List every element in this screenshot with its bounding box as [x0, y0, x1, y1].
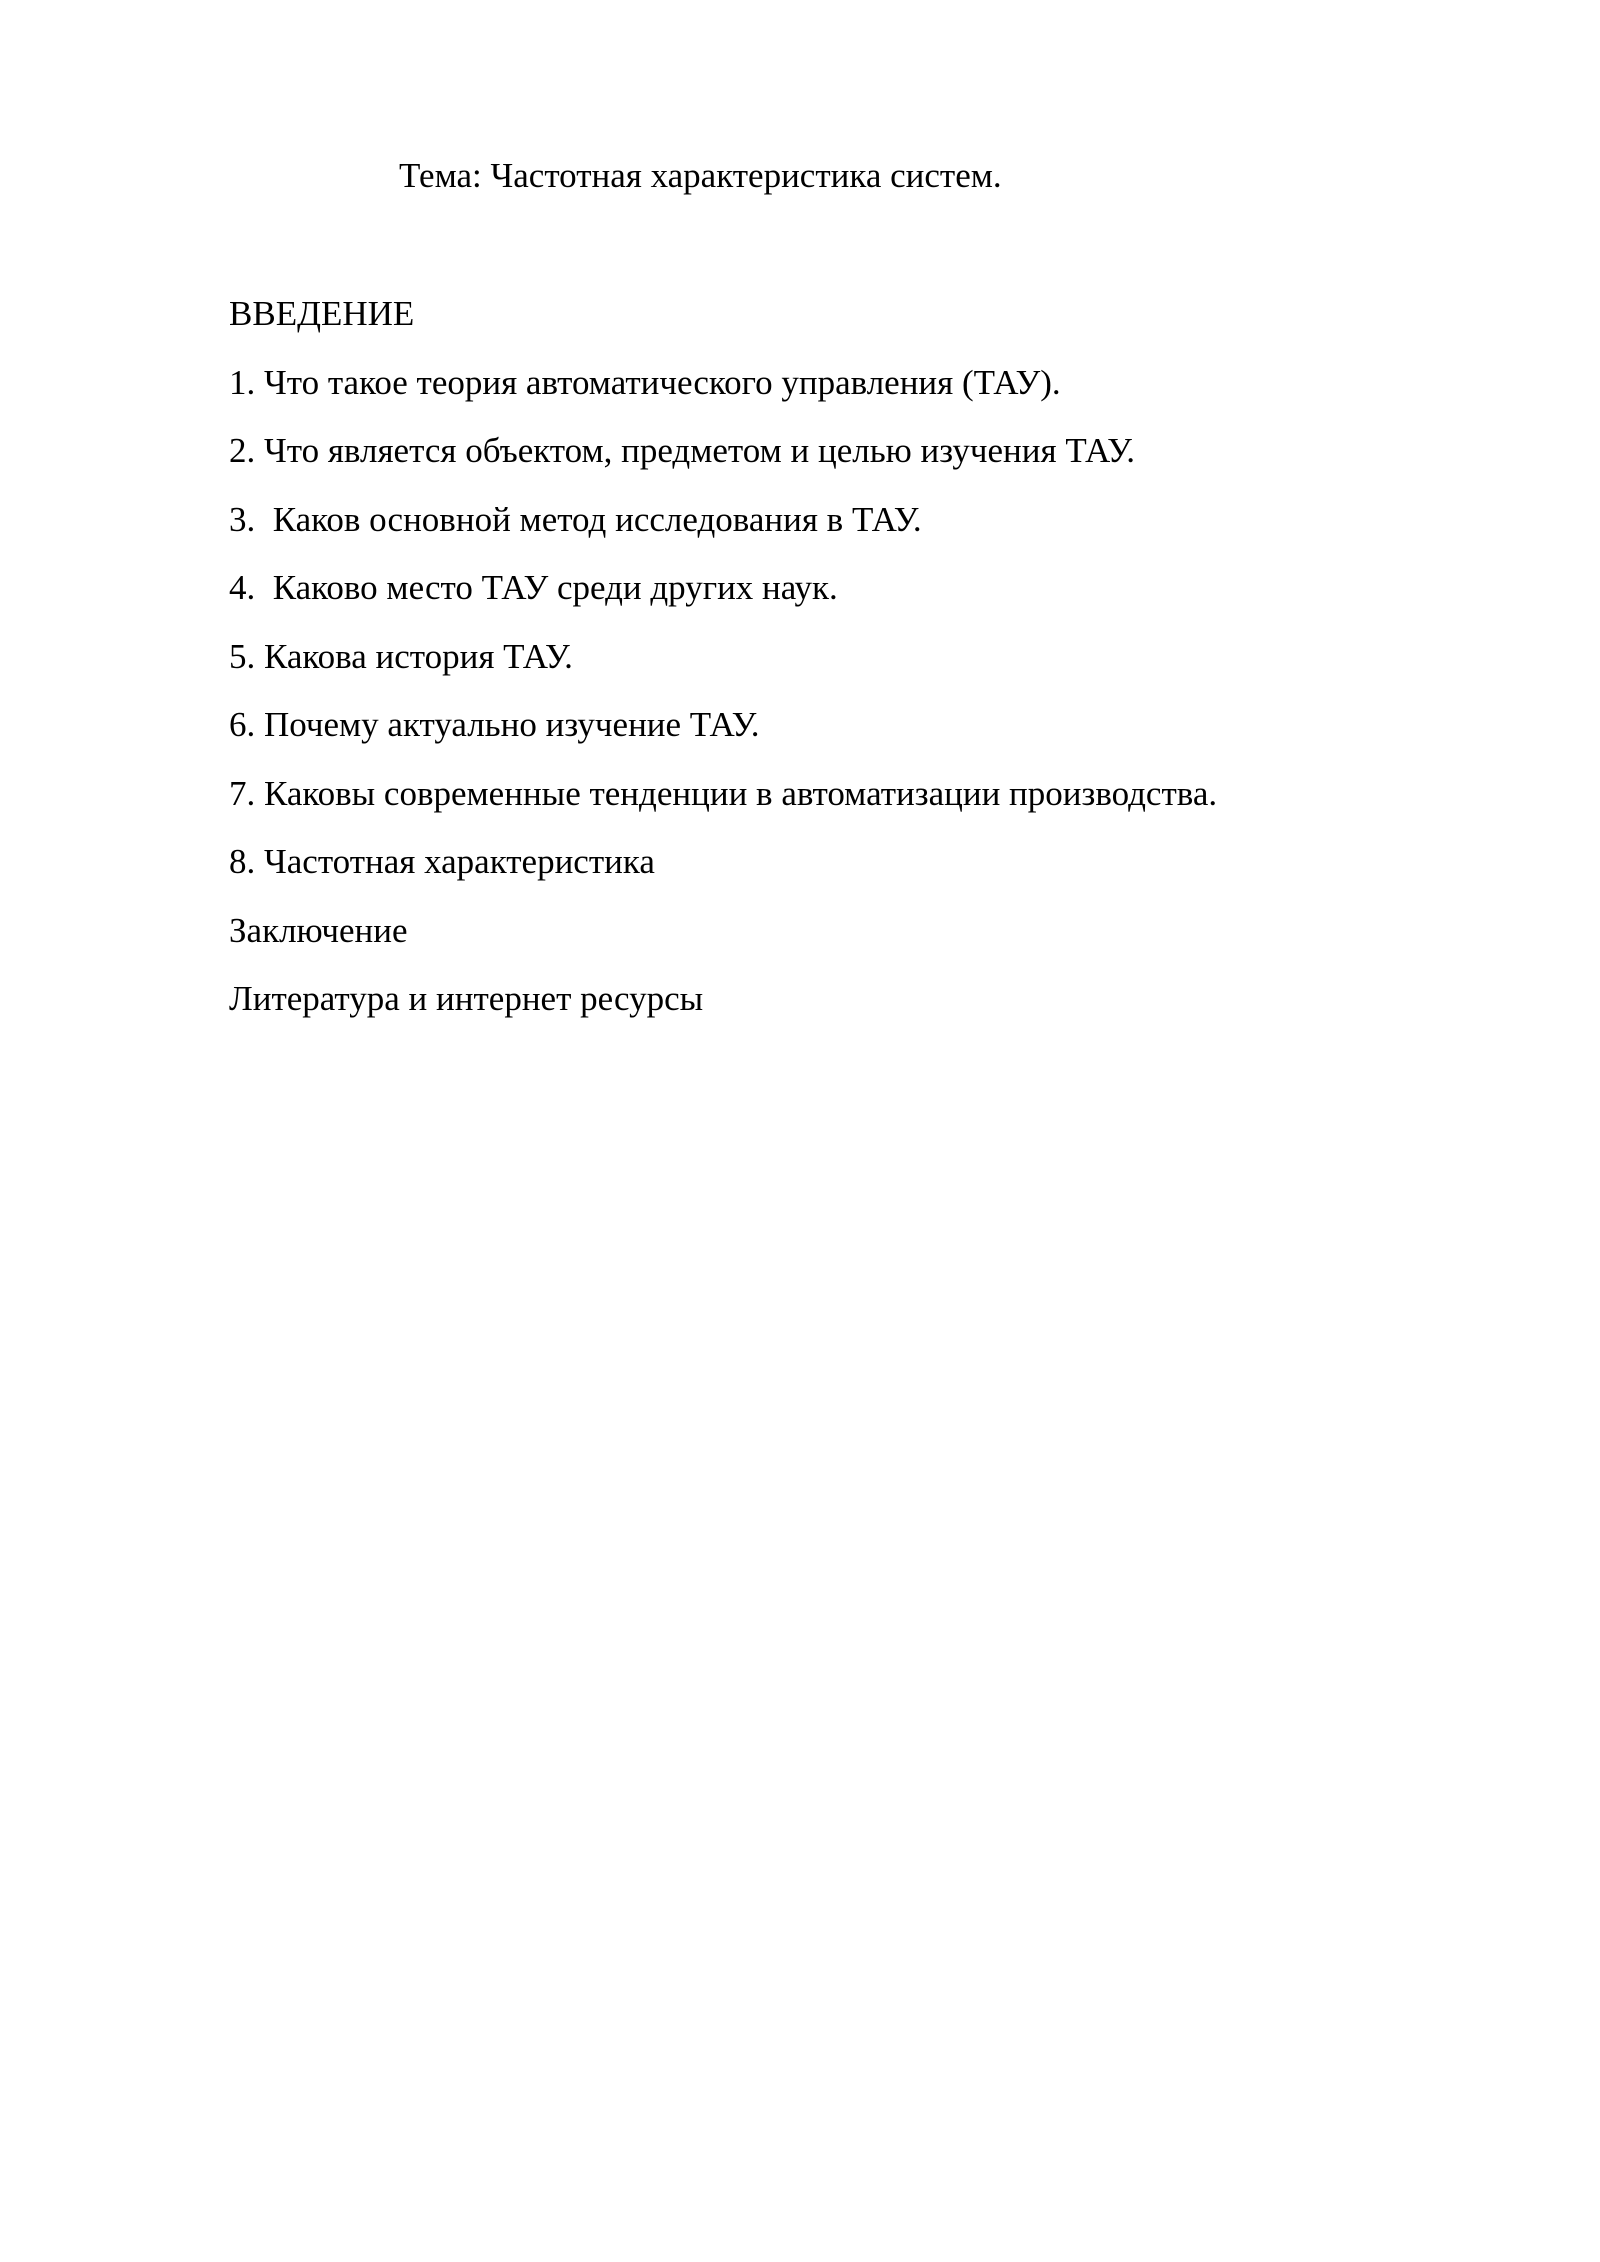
document-title: Тема: Частотная характеристика систем. [399, 156, 1002, 195]
toc-item-8: 8. Частотная характеристика [229, 842, 655, 881]
toc-item-4: 4. Каково место ТАУ среди других наук. [229, 568, 838, 607]
toc-item-introduction: ВВЕДЕНИЕ [229, 294, 415, 333]
toc-item-references: Литература и интернет ресурсы [229, 979, 704, 1018]
toc-item-1: 1. Что такое теория автоматического управления (ТАУ). [229, 362, 1061, 402]
table-of-contents [229, 290, 1217, 1044]
toc-item-6: 6. Почему актуально изучение ТАУ. [229, 705, 760, 744]
toc-item-conclusion: Заключение [229, 910, 408, 950]
toc-item-5: 5. Какова история ТАУ. [229, 636, 573, 676]
toc-item-3: 3. Каков основной метод исследования в ТАУ. [229, 499, 922, 539]
toc-item-2: 2. Что является объектом, предметом и целью изучения ТАУ. [229, 431, 1135, 470]
toc-item-7: 7. Каковы современные тенденции в автоматизации производства. [229, 773, 1218, 813]
